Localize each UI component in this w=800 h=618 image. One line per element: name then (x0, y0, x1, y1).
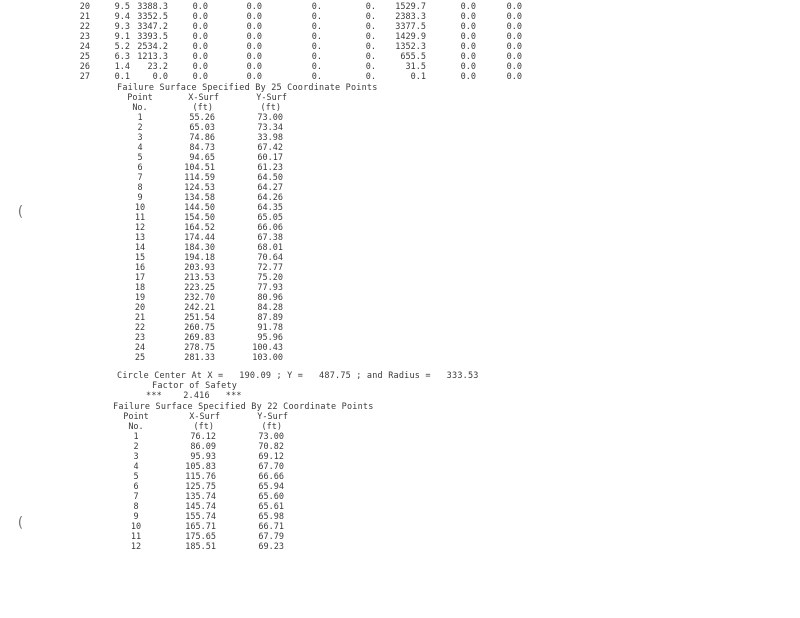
y-surf: 65.61 (258, 502, 284, 512)
slice-cell: 23 (79, 32, 90, 42)
surface2-point-row (118, 522, 288, 532)
slice-cell: 0.0 (460, 12, 476, 22)
point-no: 2 (137, 123, 143, 133)
x-surf: 213.53 (184, 273, 215, 283)
slice-row (68, 22, 522, 32)
slice-cell: 21 (79, 12, 90, 22)
slice-cell: 1429.9 (395, 32, 426, 42)
slice-cell: 0.0 (506, 12, 522, 22)
surface2-hdr-ysurf: Y-Surf (257, 412, 288, 422)
point-no: 7 (133, 492, 139, 502)
surface1-point-row (125, 353, 287, 363)
surface1-hdr-xsurf: X-Surf (188, 93, 219, 103)
slice-cell: 5.2 (114, 42, 130, 52)
surface1-point-row (125, 343, 287, 353)
slice-cell: 0.0 (192, 2, 208, 12)
point-no: 8 (137, 183, 143, 193)
point-no: 4 (133, 462, 139, 472)
slice-cell: 9.1 (114, 32, 130, 42)
slice-cell: 0.0 (506, 2, 522, 12)
slice-cell: 0. (365, 22, 376, 32)
slice-cell: 0.0 (460, 42, 476, 52)
slice-row (68, 52, 522, 62)
x-surf: 194.18 (184, 253, 215, 263)
slice-cell: 23.2 (147, 62, 168, 72)
x-surf: 165.71 (185, 522, 216, 532)
surface1-fos-label: Factor of Safety (152, 381, 238, 391)
surface2-hdr-no: No. (128, 422, 144, 432)
surface1-circle-center: Circle Center At X = 190.09 ; Y = 487.75 ; and Radius = 333.53 (117, 371, 479, 381)
slice-cell: 0.0 (192, 62, 208, 72)
point-no: 1 (137, 113, 143, 123)
x-surf: 251.54 (184, 313, 215, 323)
surface1-point-row (125, 313, 287, 323)
x-surf: 278.75 (184, 343, 215, 353)
slice-cell: 0.0 (246, 42, 262, 52)
slice-cell: 0.0 (460, 22, 476, 32)
x-surf: 115.76 (185, 472, 216, 482)
slice-cell: 0.0 (460, 52, 476, 62)
y-surf: 69.23 (258, 542, 284, 552)
point-no: 20 (134, 303, 146, 313)
surface2-hdr-ft-y: (ft) (261, 422, 282, 432)
slice-cell: 0. (365, 32, 376, 42)
slice-cell: 0.0 (460, 62, 476, 72)
point-no: 11 (130, 532, 142, 542)
x-surf: 185.51 (185, 542, 216, 552)
x-surf: 86.09 (190, 442, 216, 452)
x-surf: 135.74 (185, 492, 216, 502)
point-no: 5 (137, 153, 143, 163)
y-surf: 67.38 (257, 233, 283, 243)
y-surf: 69.12 (258, 452, 284, 462)
y-surf: 72.77 (257, 263, 283, 273)
x-surf: 125.75 (185, 482, 216, 492)
slice-cell: 0. (365, 12, 376, 22)
slice-cell: 0. (365, 2, 376, 12)
surface1-point-row (125, 203, 287, 213)
surface2-point-row (118, 442, 288, 452)
surface1-point-row (125, 213, 287, 223)
y-surf: 75.20 (257, 273, 283, 283)
slice-cell: 0.1 (114, 72, 130, 82)
point-no: 12 (130, 542, 142, 552)
surface2-point-row (118, 502, 288, 512)
point-no: 11 (134, 213, 146, 223)
surface2-hdr-xsurf: X-Surf (189, 412, 220, 422)
slice-cell: 1.4 (114, 62, 130, 72)
slice-cell: 0.0 (246, 52, 262, 62)
slice-cell: 0.0 (506, 52, 522, 62)
y-surf: 91.78 (257, 323, 283, 333)
x-surf: 281.33 (184, 353, 215, 363)
x-surf: 164.52 (184, 223, 215, 233)
slice-cell: 0.0 (506, 72, 522, 82)
surface2-point-row (118, 452, 288, 462)
surface2-point-row (118, 542, 288, 552)
y-surf: 64.27 (257, 183, 283, 193)
slice-cell: 0. (311, 62, 322, 72)
slice-cell: 0.0 (192, 42, 208, 52)
surface2-hdr-point: Point (123, 412, 149, 422)
y-surf: 33.98 (257, 133, 283, 143)
slice-cell: 31.5 (405, 62, 426, 72)
point-no: 23 (134, 333, 146, 343)
slice-row (68, 2, 522, 12)
x-surf: 184.30 (184, 243, 215, 253)
slice-cell: 0.0 (506, 62, 522, 72)
point-no: 4 (137, 143, 143, 153)
surface2-title: Failure Surface Specified By 22 Coordinate Points (113, 402, 374, 412)
x-surf: 124.53 (184, 183, 215, 193)
slice-cell: 0.0 (192, 72, 208, 82)
surface1-point-row (125, 123, 287, 133)
x-surf: 144.50 (184, 203, 215, 213)
x-surf: 154.50 (184, 213, 215, 223)
x-surf: 74.86 (189, 133, 215, 143)
x-surf: 232.70 (184, 293, 215, 303)
point-no: 9 (137, 193, 143, 203)
slice-cell: 3347.2 (137, 22, 168, 32)
x-surf: 65.03 (189, 123, 215, 133)
y-surf: 67.42 (257, 143, 283, 153)
surface1-header-row-2 (125, 103, 287, 113)
y-surf: 70.64 (257, 253, 283, 263)
surface2-table (118, 412, 288, 552)
slice-cell: 20 (79, 2, 90, 12)
x-surf: 145.74 (185, 502, 216, 512)
slice-row (68, 12, 522, 22)
y-surf: 64.35 (257, 203, 283, 213)
surface1-point-row (125, 253, 287, 263)
surface1-point-row (125, 273, 287, 283)
surface1-title: Failure Surface Specified By 25 Coordinate Points (117, 83, 378, 93)
surface1-point-row (125, 153, 287, 163)
point-no: 9 (133, 512, 139, 522)
x-surf: 134.58 (184, 193, 215, 203)
slice-cell: 2534.2 (137, 42, 168, 52)
surface1-point-row (125, 283, 287, 293)
slice-cell: 6.3 (114, 52, 130, 62)
y-surf: 64.50 (257, 173, 283, 183)
point-no: 7 (137, 173, 143, 183)
slice-cell: 9.3 (114, 22, 130, 32)
y-surf: 68.01 (257, 243, 283, 253)
slice-table (68, 2, 522, 82)
slice-cell: 0.0 (460, 72, 476, 82)
surface1-hdr-ysurf: Y-Surf (256, 93, 287, 103)
surface2-point-row (118, 462, 288, 472)
slice-cell: 24 (79, 42, 90, 52)
slice-cell: 0. (365, 42, 376, 52)
slice-cell: 0. (365, 52, 376, 62)
slice-cell: 0.0 (192, 22, 208, 32)
slice-cell: 26 (79, 62, 90, 72)
surface2-point-row (118, 472, 288, 482)
point-no: 16 (134, 263, 146, 273)
point-no: 3 (133, 452, 139, 462)
x-surf: 203.93 (184, 263, 215, 273)
point-no: 10 (130, 522, 142, 532)
surface2-point-row (118, 482, 288, 492)
slice-cell: 0.0 (246, 32, 262, 42)
y-surf: 103.00 (252, 353, 283, 363)
point-no: 15 (134, 253, 146, 263)
surface1-point-row (125, 243, 287, 253)
slice-cell: 1352.3 (395, 42, 426, 52)
slice-cell: 3377.5 (395, 22, 426, 32)
point-no: 14 (134, 243, 146, 253)
y-surf: 73.34 (257, 123, 283, 133)
surface1-point-row (125, 293, 287, 303)
y-surf: 65.60 (258, 492, 284, 502)
slice-cell: 1213.3 (137, 52, 168, 62)
surface1-point-row (125, 113, 287, 123)
x-surf: 105.83 (185, 462, 216, 472)
point-no: 12 (134, 223, 146, 233)
x-surf: 223.25 (184, 283, 215, 293)
slice-row (68, 62, 522, 72)
y-surf: 87.89 (257, 313, 283, 323)
y-surf: 61.23 (257, 163, 283, 173)
surface1-point-row (125, 163, 287, 173)
y-surf: 64.26 (257, 193, 283, 203)
slice-cell: 0. (311, 72, 322, 82)
surface1-hdr-ft-x: (ft) (192, 103, 213, 113)
slice-cell: 0.0 (192, 32, 208, 42)
surface1-point-row (125, 143, 287, 153)
surface2-point-row (118, 492, 288, 502)
surface1-point-row (125, 263, 287, 273)
slice-cell: 0. (311, 52, 322, 62)
surface1-point-row (125, 333, 287, 343)
surface1-header-row-1 (125, 93, 287, 103)
slice-cell: 0. (311, 42, 322, 52)
x-surf: 76.12 (190, 432, 216, 442)
slice-cell: 0.0 (506, 42, 522, 52)
slice-cell: 2383.3 (395, 12, 426, 22)
binder-hole-mark-upper: ( (16, 204, 25, 220)
y-surf: 65.05 (257, 213, 283, 223)
point-no: 5 (133, 472, 139, 482)
y-surf: 65.94 (258, 482, 284, 492)
y-surf: 66.66 (258, 472, 284, 482)
point-no: 3 (137, 133, 143, 143)
slice-cell: 0.0 (152, 72, 168, 82)
surface2-point-row (118, 432, 288, 442)
point-no: 22 (134, 323, 146, 333)
slice-cell: 1529.7 (395, 2, 426, 12)
surface1-point-row (125, 173, 287, 183)
surface1-hdr-ft-y: (ft) (260, 103, 281, 113)
surface2-point-row (118, 532, 288, 542)
slice-cell: 0. (311, 32, 322, 42)
slice-cell: 0.0 (246, 62, 262, 72)
slice-cell: 0. (311, 22, 322, 32)
slice-cell: 0. (311, 12, 322, 22)
slice-cell: 0.0 (460, 2, 476, 12)
slice-cell: 3352.5 (137, 12, 168, 22)
slice-cell: 0.0 (506, 22, 522, 32)
x-surf: 260.75 (184, 323, 215, 333)
surface1-hdr-point: Point (127, 93, 153, 103)
y-surf: 100.43 (252, 343, 283, 353)
surface1-fos-value: *** 2.416 *** (146, 391, 242, 401)
surface2-header-row-2 (118, 422, 288, 432)
x-surf: 155.74 (185, 512, 216, 522)
slice-cell: 0.0 (192, 12, 208, 22)
slice-cell: 0.0 (246, 12, 262, 22)
x-surf: 84.73 (189, 143, 215, 153)
point-no: 19 (134, 293, 146, 303)
surface1-point-row (125, 303, 287, 313)
point-no: 6 (133, 482, 139, 492)
surface1-point-row (125, 183, 287, 193)
y-surf: 66.71 (258, 522, 284, 532)
point-no: 25 (134, 353, 146, 363)
slice-cell: 0.0 (460, 32, 476, 42)
point-no: 1 (133, 432, 139, 442)
x-surf: 114.59 (184, 173, 215, 183)
slice-cell: 25 (79, 52, 90, 62)
surface1-point-row (125, 133, 287, 143)
y-surf: 60.17 (257, 153, 283, 163)
surface2-point-row (118, 512, 288, 522)
x-surf: 175.65 (185, 532, 216, 542)
y-surf: 70.82 (258, 442, 284, 452)
surface1-table (125, 93, 287, 363)
point-no: 13 (134, 233, 146, 243)
slice-cell: 0.0 (246, 2, 262, 12)
slice-cell: 0.1 (410, 72, 426, 82)
point-no: 21 (134, 313, 146, 323)
point-no: 18 (134, 283, 146, 293)
y-surf: 95.96 (257, 333, 283, 343)
y-surf: 67.70 (258, 462, 284, 472)
slice-cell: 0. (311, 2, 322, 12)
y-surf: 67.79 (258, 532, 284, 542)
x-surf: 94.65 (189, 153, 215, 163)
y-surf: 65.98 (258, 512, 284, 522)
surface1-point-row (125, 193, 287, 203)
surface1-point-row (125, 233, 287, 243)
point-no: 10 (134, 203, 146, 213)
slice-cell: 3388.3 (137, 2, 168, 12)
surface2-header-row-1 (118, 412, 288, 422)
point-no: 8 (133, 502, 139, 512)
binder-hole-mark-lower: ( (16, 515, 25, 531)
surface2-hdr-ft-x: (ft) (193, 422, 214, 432)
slice-cell: 0.0 (192, 52, 208, 62)
x-surf: 95.93 (190, 452, 216, 462)
x-surf: 242.21 (184, 303, 215, 313)
surface1-hdr-no: No. (132, 103, 148, 113)
slice-cell: 9.4 (114, 12, 130, 22)
slice-cell: 0.0 (246, 72, 262, 82)
slice-cell: 27 (79, 72, 90, 82)
slice-cell: 22 (79, 22, 90, 32)
y-surf: 84.28 (257, 303, 283, 313)
x-surf: 55.26 (189, 113, 215, 123)
slice-cell: 3393.5 (137, 32, 168, 42)
surface1-point-row (125, 323, 287, 333)
y-surf: 77.93 (257, 283, 283, 293)
slice-row (68, 32, 522, 42)
slice-cell: 0.0 (506, 32, 522, 42)
surface1-point-row (125, 223, 287, 233)
point-no: 24 (134, 343, 146, 353)
y-surf: 66.06 (257, 223, 283, 233)
x-surf: 174.44 (184, 233, 215, 243)
y-surf: 73.00 (257, 113, 283, 123)
x-surf: 104.51 (184, 163, 215, 173)
slice-row (68, 72, 522, 82)
y-surf: 80.96 (257, 293, 283, 303)
slice-cell: 0. (365, 72, 376, 82)
slice-cell: 0.0 (246, 22, 262, 32)
point-no: 2 (133, 442, 139, 452)
x-surf: 269.83 (184, 333, 215, 343)
slice-row (68, 42, 522, 52)
point-no: 17 (134, 273, 146, 283)
slice-cell: 9.5 (114, 2, 130, 12)
slice-cell: 0. (365, 62, 376, 72)
point-no: 6 (137, 163, 143, 173)
y-surf: 73.00 (258, 432, 284, 442)
slice-cell: 655.5 (400, 52, 426, 62)
